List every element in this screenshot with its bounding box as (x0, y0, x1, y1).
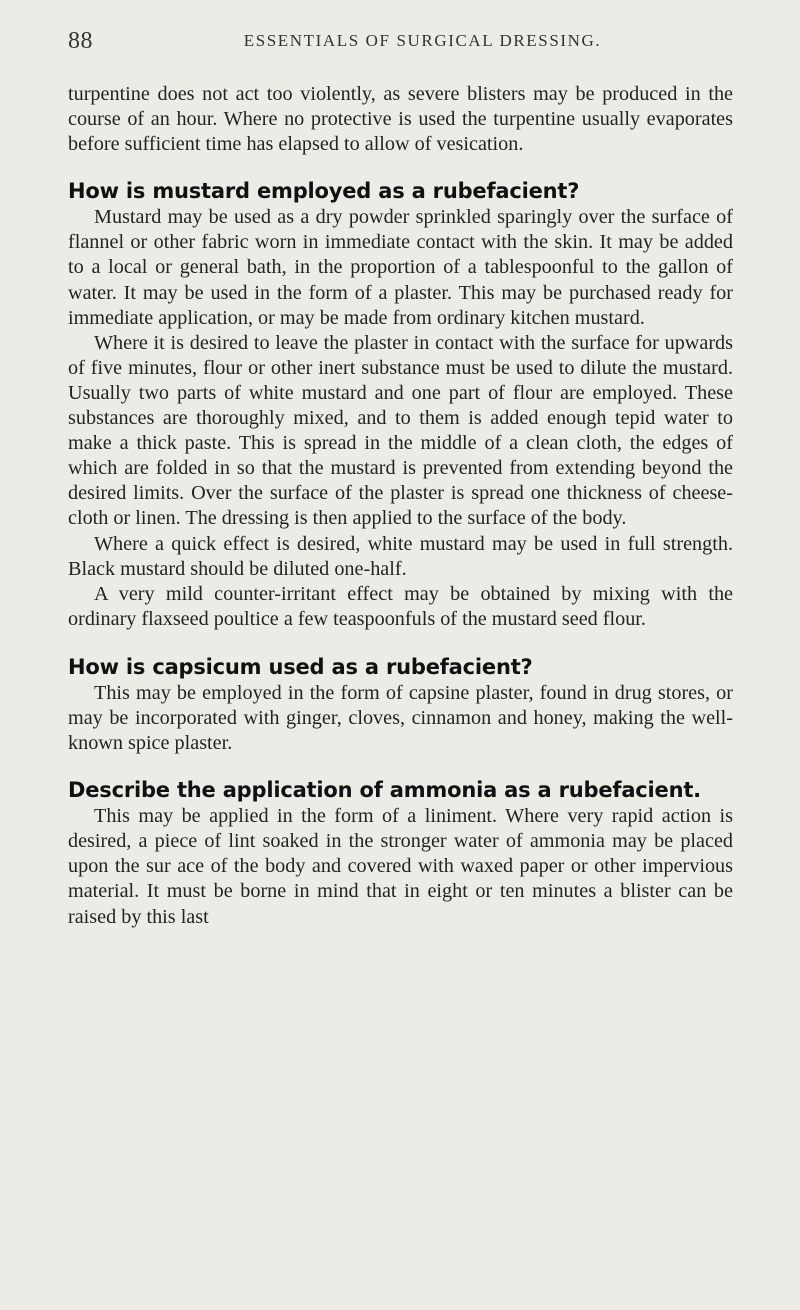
mustard-paragraph-2: Where it is desired to leave the plaster in contact with the surface for upwards of five minutes, flour or other inert substance must be used to dilute the mustard. Usually two parts of white mustard and one part of flour are employed. These substances are thoroughly mixed, and to them is added enough tepid water to make a thick paste. This is spread in the middle of a clean cloth, the edges of which are folded in so that the mustard is prevented from extending beyond the desired limits. Over the surface of the plaster is spread one thickness of cheese-cloth or linen. The dressing is then applied to the surface of the body. (68, 331, 733, 530)
question-heading-mustard: How is mustard employed as a rubefacient? (68, 179, 580, 204)
capsicum-paragraph: This may be employed in the form of capsine plaster, found in drug stores, or may be incorporated with ginger, cloves, cinnamon and honey, making the well-known spice plaster. (68, 681, 733, 755)
mustard-paragraph-3: Where a quick effect is desired, white mustard may be used in full strength. Black mustard should be diluted one-half. (68, 532, 733, 580)
page-header (68, 28, 733, 58)
intro-paragraph: turpentine does not act too violently, as severe blisters may be produced in the course of an hour. Where no protective is used the turpentine usually evaporates before sufficient time has elapsed to allow of vesication. (68, 83, 733, 156)
mustard-paragraph-1: Mustard may be used as a dry powder sprinkled sparingly over the surface of flannel or other fabric worn in immediate contact with the skin. It may be added to a local or general bath, in the proportion of a tablespoonful to the gallon of water. It may be used in the form of a plaster. This may be purchased ready for immediate application, or may be made from ordinary kitchen mustard. (68, 206, 733, 329)
ammonia-paragraph: This may be applied in the form of a liniment. Where very rapid action is desired, a piece of lint soaked in the stronger water of ammonia may be placed upon the sur ace of the body and covered with waxed paper or other impervious material. It must be borne in mind that in eight or ten minutes a blister can be raised by this last (68, 805, 733, 928)
running-head: ESSENTIALS OF SURGICAL DRESSING. (243, 31, 602, 50)
mustard-paragraph-4: A very mild counter-irritant effect may be obtained by mixing with the ordinary flaxseed poultice a few teaspoonfuls of the mustard seed flour. (68, 582, 733, 630)
page-number: 88 (68, 28, 93, 54)
question-heading-capsicum: How is capsicum used as a rubefacient? (68, 654, 533, 679)
question-heading-ammonia: Describe the application of ammonia as a rubefacient. (68, 778, 701, 803)
page-body (68, 82, 733, 930)
